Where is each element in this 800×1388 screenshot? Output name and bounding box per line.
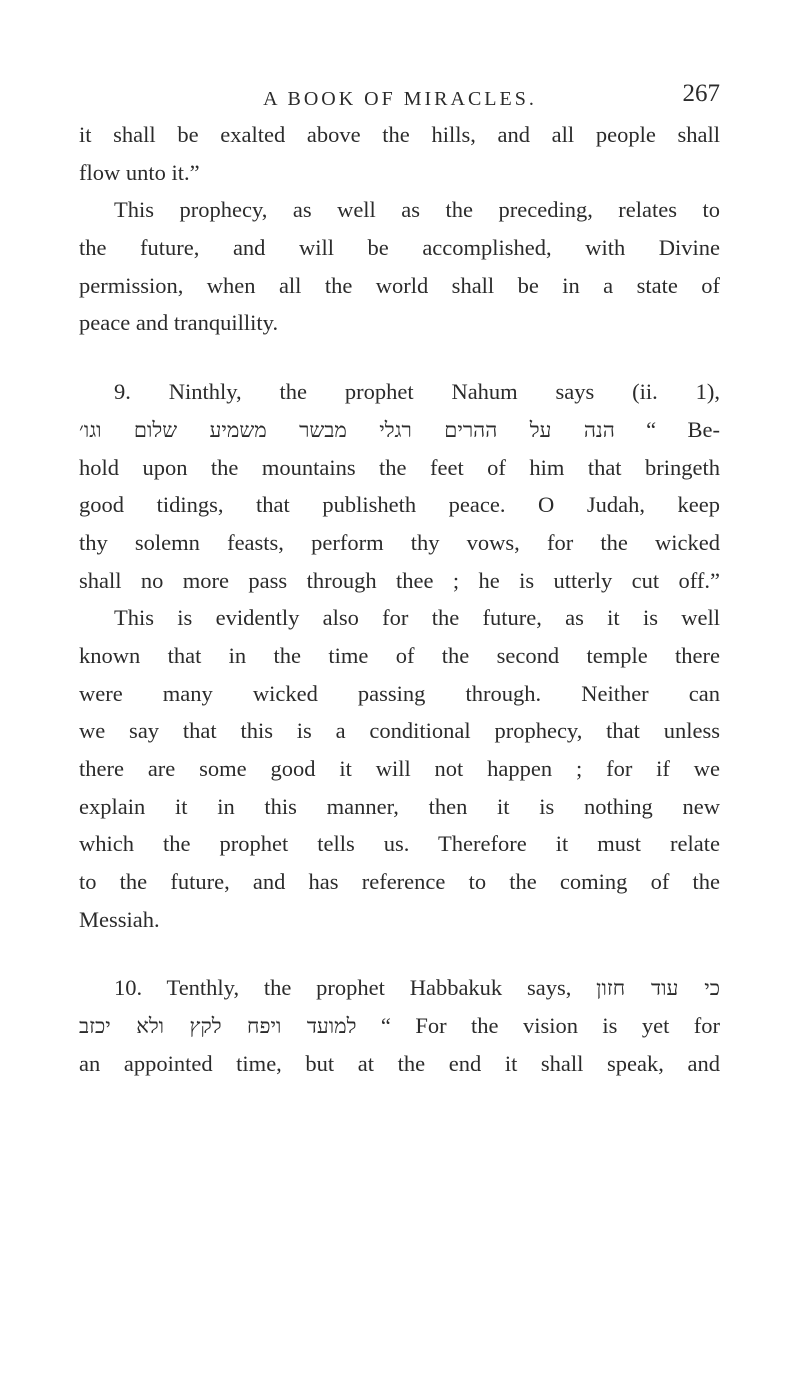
text-line-hebrew-quote (79, 1007, 720, 1045)
text-line: were many wicked passing through. Neither can (79, 680, 720, 706)
quote-start: “ Be- (646, 416, 721, 442)
text-line: This is evidently also for the future, as it is well (114, 605, 720, 631)
text-line: 10. Tenthly, the prophet Habbakuk says, (114, 975, 572, 1001)
text-line: hold upon the mountains the feet of him that bringeth (79, 454, 720, 480)
text-line: good tidings, that publisheth peace. O Judah, keep (79, 492, 720, 518)
text-line: permission, when all the world shall be in a state of (79, 272, 720, 298)
text-line: This prophecy, as well as the preceding, relates to (114, 197, 720, 223)
text-line: flow unto it.” (79, 159, 200, 185)
text-line: known that in the time of the second temple there (79, 642, 720, 668)
page-number: 267 (682, 80, 720, 107)
hebrew-quote: למועד ויפח לקץ ולא יכזב (79, 1014, 357, 1039)
paragraph-gap (79, 938, 720, 969)
text-line: explain it in this manner, then it is nothing new (79, 793, 720, 819)
text-line: which the prophet tells us. Therefore it must relate (79, 831, 720, 857)
hebrew-quote: כי עוד חזון (596, 976, 721, 1001)
text-line: peace and tranquillity. (79, 310, 279, 336)
running-title: A BOOK OF MIRACLES. (263, 88, 537, 110)
text-line: 9. Ninthly, the prophet Nahum says (ii. 1), (114, 379, 720, 405)
text-line: shall no more pass through thee ; he is utterly cut off.” (79, 567, 720, 593)
text-line: we say that this is a conditional prophecy, that unless (79, 718, 720, 744)
quote-start: “ For the vision is yet for (380, 1013, 721, 1039)
text-line: thy solemn feasts, perform thy vows, for the wicked (79, 529, 720, 555)
text-line: it shall be exalted above the hills, and all people shall (79, 122, 720, 147)
text-line-hebrew-quote (79, 969, 720, 1007)
text-line: the future, and will be accomplished, with Divine (79, 235, 720, 261)
text-line-hebrew-quote (79, 411, 720, 449)
text-line: Messiah. (79, 906, 160, 932)
body-text (79, 116, 720, 1083)
text-line: an appointed time, but at the end it shall speak, and (79, 1050, 720, 1076)
hebrew-quote: הנה על ההרים רגלי מבשר משמיע שלום וגו׳ (79, 417, 615, 442)
text-line: there are some good it will not happen ; for if we (79, 756, 720, 781)
paragraph-gap (79, 342, 720, 373)
text-line: to the future, and has reference to the coming of the (79, 869, 720, 895)
